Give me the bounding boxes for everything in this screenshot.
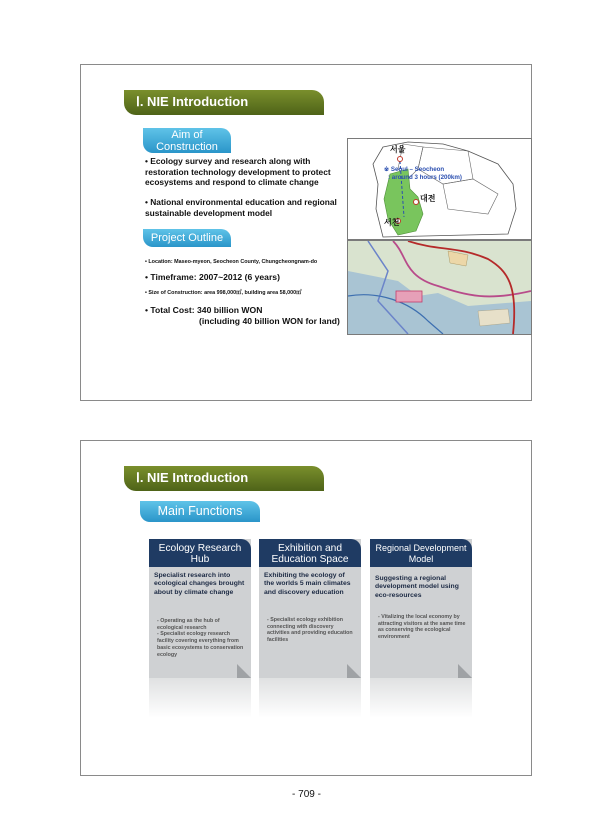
aim-of-construction-label: Aim of Construction <box>143 128 231 153</box>
card-reflection <box>149 678 251 718</box>
function-card-exhibition-education <box>259 539 361 678</box>
aim-bullet-2: • National environmental education and regional sustainable development model <box>145 197 337 218</box>
map-label-seocheon: 서천 <box>384 218 400 227</box>
card-detail-text: - Specialist ecology exhibition connecting with discovery activities and providing education facilities <box>267 617 353 644</box>
page-fold-corner <box>237 664 251 678</box>
outline-size: • Size of Construction: area 998,000㎡, building area 58,000㎡ <box>145 290 302 296</box>
outline-timeframe: • Timeframe: 2007~2012 (6 years) <box>145 272 280 282</box>
site-map-graphic <box>348 241 531 334</box>
korea-map-graphic <box>348 139 531 239</box>
card-heading: Ecology Research Hub <box>149 539 251 567</box>
map-note-line-1: ※ Seoul – Seocheon <box>384 166 445 173</box>
project-outline-label: Project Outline <box>143 229 231 247</box>
card-reflection <box>370 678 472 718</box>
card-heading: Regional Development Model <box>370 539 472 567</box>
slide-title-bar <box>124 90 324 115</box>
outline-location: • Location: Maseo-myeon, Seocheon County, Chungcheongnam-do <box>145 259 318 265</box>
site-regional-map <box>347 240 532 335</box>
slide-title-bar <box>124 466 324 491</box>
outline-cost-note: (including 40 billion WON for land) <box>199 316 340 326</box>
map-note-line-2: : around 3 hours (200km) <box>388 173 462 181</box>
card-heading: Exhibition and Education Space <box>259 539 361 567</box>
card-main-text: Exhibiting the ecology of the worlds 5 main climates and discovery education <box>264 572 351 596</box>
function-card-research-hub <box>149 539 251 678</box>
slide-nie-introduction-overview <box>80 64 532 401</box>
map-label-seoul: 서울 <box>390 145 406 154</box>
page-number: - 709 - <box>292 789 321 800</box>
slide-nie-introduction-functions <box>80 440 532 776</box>
main-functions-label: Main Functions <box>140 501 260 522</box>
card-main-text: Suggesting a regional development model using eco-resources <box>375 575 459 599</box>
map-label-daejeon: 대전 <box>420 194 436 203</box>
card-main-text: Specialist research into ecological changes brought about by climate change <box>154 572 245 596</box>
card-reflection <box>259 678 361 718</box>
slide-title: Ⅰ. NIE Introduction <box>136 94 249 109</box>
page-fold-corner <box>458 664 472 678</box>
function-card-regional-development <box>370 539 472 678</box>
korea-location-map <box>347 138 532 240</box>
page-fold-corner <box>347 664 361 678</box>
map-distance-note <box>384 166 462 181</box>
outline-total-cost: • Total Cost: 340 billion WON <box>145 305 263 315</box>
slide-title: Ⅰ. NIE Introduction <box>136 470 249 485</box>
card-detail-text: - Operating as the hub of ecological research - Specialist ecology research facility covering everything from basic ecosystems to conservation ecology <box>157 618 244 658</box>
aim-bullet-1: • Ecology survey and research along with restoration technology development to protect ecosystems and respond to climate change <box>145 156 331 188</box>
card-detail-text: - Vitalizing the local economy by attracting visitors at the same time as conserving the ecological environment <box>378 614 466 641</box>
